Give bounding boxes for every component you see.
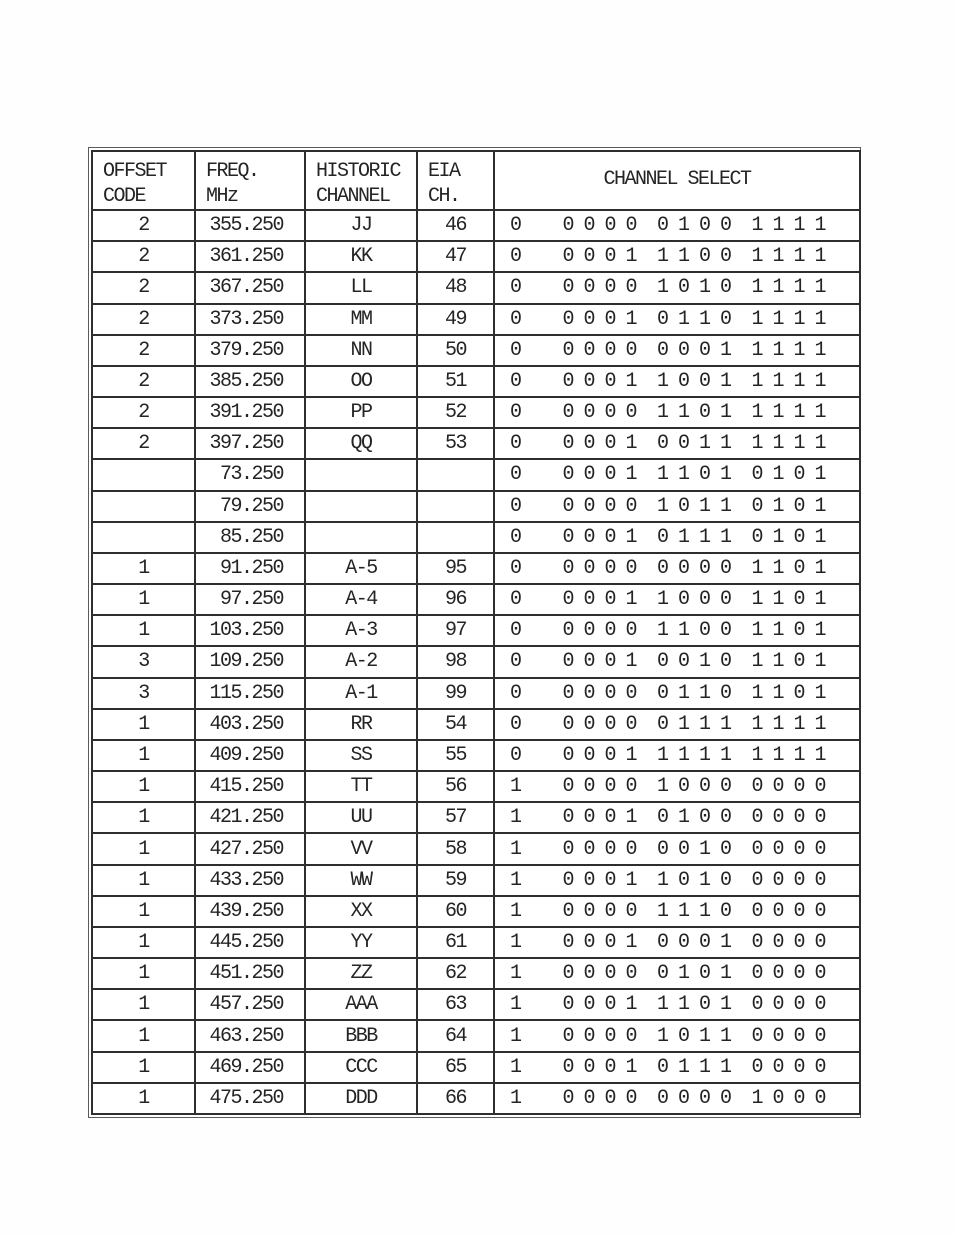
- offset-code-cell: 1: [92, 958, 195, 989]
- freq-mhz-cell: 109.250: [195, 646, 305, 677]
- channel-select-cell: 0 0 0 0 1 0 1 1 0 1 1 1 1: [494, 304, 860, 335]
- eia-ch-cell: 55: [417, 740, 494, 771]
- table-row: [92, 615, 860, 646]
- historic-channel-cell: [305, 491, 417, 522]
- channel-select-cell: 0 0 0 0 0 1 1 0 1 1 1 1 1: [494, 397, 860, 428]
- freq-mhz-cell: 457.250: [195, 989, 305, 1020]
- freq-mhz-cell: 385.250: [195, 366, 305, 397]
- historic-channel-cell: OO: [305, 366, 417, 397]
- offset-code-cell: 3: [92, 646, 195, 677]
- freq-mhz-cell: 355.250: [195, 210, 305, 241]
- freq-mhz-cell: 463.250: [195, 1020, 305, 1051]
- freq-mhz-cell: 415.250: [195, 771, 305, 802]
- channel-select-cell: 1 0 0 0 1 1 0 1 0 0 0 0 0: [494, 865, 860, 896]
- eia-ch-cell: 47: [417, 241, 494, 272]
- eia-ch-cell: 99: [417, 678, 494, 709]
- header-offset-code: [92, 151, 195, 210]
- offset-code-cell: 1: [92, 771, 195, 802]
- channel-select-cell: 1 0 0 0 0 1 0 0 0 0 0 0 0: [494, 771, 860, 802]
- table-row: [92, 397, 860, 428]
- header-line: CHANNEL: [316, 185, 390, 208]
- channel-select-cell: 0 0 0 0 0 0 0 0 0 1 1 0 1: [494, 553, 860, 584]
- historic-channel-cell: NN: [305, 335, 417, 366]
- table-row: [92, 241, 860, 272]
- eia-ch-cell: 56: [417, 771, 494, 802]
- freq-mhz-cell: 445.250: [195, 927, 305, 958]
- offset-code-cell: 3: [92, 678, 195, 709]
- table-row: [92, 584, 860, 615]
- offset-code-cell: [92, 459, 195, 490]
- eia-ch-cell: 97: [417, 615, 494, 646]
- historic-channel-cell: A-4: [305, 584, 417, 615]
- table-row: [92, 896, 860, 927]
- historic-channel-cell: PP: [305, 397, 417, 428]
- freq-mhz-cell: 79.250: [195, 491, 305, 522]
- freq-mhz-cell: 85.250: [195, 522, 305, 553]
- offset-code-cell: 1: [92, 709, 195, 740]
- channel-select-table: [88, 147, 861, 1118]
- historic-channel-cell: LL: [305, 272, 417, 303]
- channel-select-cell: 0 0 0 0 1 1 1 1 1 1 1 1 1: [494, 740, 860, 771]
- channel-select-cell: 0 0 0 0 0 1 0 1 1 0 1 0 1: [494, 491, 860, 522]
- eia-ch-cell: [417, 522, 494, 553]
- eia-ch-cell: 61: [417, 927, 494, 958]
- eia-ch-cell: 65: [417, 1052, 494, 1083]
- table-row: [92, 927, 860, 958]
- channel-select-cell: 1 0 0 0 0 1 1 1 0 0 0 0 0: [494, 896, 860, 927]
- freq-mhz-cell: 115.250: [195, 678, 305, 709]
- freq-mhz-cell: 427.250: [195, 833, 305, 864]
- eia-ch-cell: [417, 491, 494, 522]
- table-row: [92, 740, 860, 771]
- freq-mhz-cell: 469.250: [195, 1052, 305, 1083]
- table-row: [92, 1052, 860, 1083]
- table-header: [92, 151, 860, 210]
- eia-ch-cell: 66: [417, 1083, 494, 1114]
- freq-mhz-cell: 373.250: [195, 304, 305, 335]
- table-row: [92, 771, 860, 802]
- freq-mhz-cell: 397.250: [195, 428, 305, 459]
- table-row: [92, 833, 860, 864]
- offset-code-cell: 1: [92, 1052, 195, 1083]
- freq-mhz-cell: 391.250: [195, 397, 305, 428]
- offset-code-cell: 2: [92, 210, 195, 241]
- historic-channel-cell: YY: [305, 927, 417, 958]
- eia-ch-cell: 54: [417, 709, 494, 740]
- freq-mhz-cell: 103.250: [195, 615, 305, 646]
- freq-mhz-cell: 91.250: [195, 553, 305, 584]
- channel-select-cell: 0 0 0 0 1 0 0 1 0 1 1 0 1: [494, 646, 860, 677]
- eia-ch-cell: 53: [417, 428, 494, 459]
- channel-select-cell: 1 0 0 0 0 0 1 0 1 0 0 0 0: [494, 958, 860, 989]
- channel-select-cell: 1 0 0 0 1 0 1 0 0 0 0 0 0: [494, 802, 860, 833]
- channel-select-cell: 0 0 0 0 1 0 0 1 1 1 1 1 1: [494, 428, 860, 459]
- frequency-table: [91, 150, 861, 1115]
- offset-code-cell: 1: [92, 740, 195, 771]
- historic-channel-cell: UU: [305, 802, 417, 833]
- freq-mhz-cell: 421.250: [195, 802, 305, 833]
- offset-code-cell: [92, 491, 195, 522]
- table-row: [92, 553, 860, 584]
- historic-channel-cell: DDD: [305, 1083, 417, 1114]
- freq-mhz-cell: 73.250: [195, 459, 305, 490]
- header-line: OFFSET: [103, 160, 167, 183]
- header-line: HISTORIC: [316, 160, 401, 183]
- channel-select-cell: 1 0 0 0 1 0 1 1 1 0 0 0 0: [494, 1052, 860, 1083]
- freq-mhz-cell: 97.250: [195, 584, 305, 615]
- offset-code-cell: [92, 522, 195, 553]
- table-row: [92, 491, 860, 522]
- eia-ch-cell: 96: [417, 584, 494, 615]
- table-row: [92, 958, 860, 989]
- historic-channel-cell: WW: [305, 865, 417, 896]
- historic-channel-cell: A-1: [305, 678, 417, 709]
- header-historic-channel: [305, 151, 417, 210]
- header-line: FREQ.: [206, 160, 259, 183]
- table-row: [92, 1020, 860, 1051]
- eia-ch-cell: 58: [417, 833, 494, 864]
- historic-channel-cell: AAA: [305, 989, 417, 1020]
- offset-code-cell: 1: [92, 1020, 195, 1051]
- eia-ch-cell: 98: [417, 646, 494, 677]
- freq-mhz-cell: 403.250: [195, 709, 305, 740]
- freq-mhz-cell: 439.250: [195, 896, 305, 927]
- header-line: EIA: [428, 160, 460, 183]
- historic-channel-cell: A-3: [305, 615, 417, 646]
- header-eia-ch: [417, 151, 494, 210]
- freq-mhz-cell: 379.250: [195, 335, 305, 366]
- offset-code-cell: 1: [92, 833, 195, 864]
- eia-ch-cell: 57: [417, 802, 494, 833]
- freq-mhz-cell: 409.250: [195, 740, 305, 771]
- offset-code-cell: 1: [92, 615, 195, 646]
- historic-channel-cell: XX: [305, 896, 417, 927]
- historic-channel-cell: VV: [305, 833, 417, 864]
- historic-channel-cell: SS: [305, 740, 417, 771]
- historic-channel-cell: BBB: [305, 1020, 417, 1051]
- table-row: [92, 304, 860, 335]
- eia-ch-cell: 48: [417, 272, 494, 303]
- table-row: [92, 335, 860, 366]
- channel-select-cell: 1 0 0 0 0 0 0 0 0 1 0 0 0: [494, 1083, 860, 1114]
- header-line: MHz: [206, 185, 238, 208]
- offset-code-cell: 2: [92, 428, 195, 459]
- eia-ch-cell: 59: [417, 865, 494, 896]
- historic-channel-cell: TT: [305, 771, 417, 802]
- offset-code-cell: 1: [92, 896, 195, 927]
- historic-channel-cell: MM: [305, 304, 417, 335]
- table-row: [92, 802, 860, 833]
- header-freq-mhz: [195, 151, 305, 210]
- table-row: [92, 865, 860, 896]
- offset-code-cell: 1: [92, 927, 195, 958]
- offset-code-cell: 2: [92, 241, 195, 272]
- historic-channel-cell: JJ: [305, 210, 417, 241]
- channel-select-cell: 1 0 0 0 0 0 0 1 0 0 0 0 0: [494, 833, 860, 864]
- offset-code-cell: 1: [92, 989, 195, 1020]
- eia-ch-cell: 64: [417, 1020, 494, 1051]
- channel-select-cell: 1 0 0 0 1 1 1 0 1 0 0 0 0: [494, 989, 860, 1020]
- channel-select-cell: 0 0 0 0 0 0 1 1 0 1 1 0 1: [494, 678, 860, 709]
- historic-channel-cell: CCC: [305, 1052, 417, 1083]
- channel-select-cell: 0 0 0 0 1 1 0 0 0 1 1 0 1: [494, 584, 860, 615]
- table-row: [92, 678, 860, 709]
- channel-select-cell: 0 0 0 0 1 1 1 0 0 1 1 1 1: [494, 241, 860, 272]
- offset-code-cell: 1: [92, 802, 195, 833]
- historic-channel-cell: RR: [305, 709, 417, 740]
- header-row: [92, 151, 860, 210]
- historic-channel-cell: [305, 459, 417, 490]
- table-row: [92, 428, 860, 459]
- eia-ch-cell: 49: [417, 304, 494, 335]
- table-row: [92, 989, 860, 1020]
- freq-mhz-cell: 475.250: [195, 1083, 305, 1114]
- historic-channel-cell: QQ: [305, 428, 417, 459]
- table-row: [92, 459, 860, 490]
- channel-select-cell: 0 0 0 0 1 0 1 1 1 0 1 0 1: [494, 522, 860, 553]
- historic-channel-cell: ZZ: [305, 958, 417, 989]
- table-row: [92, 366, 860, 397]
- table-row: [92, 272, 860, 303]
- table-row: [92, 522, 860, 553]
- channel-select-cell: 1 0 0 0 1 0 0 0 1 0 0 0 0: [494, 927, 860, 958]
- eia-ch-cell: 60: [417, 896, 494, 927]
- historic-channel-cell: A-5: [305, 553, 417, 584]
- eia-ch-cell: 46: [417, 210, 494, 241]
- header-channel-select: CHANNEL SELECT: [494, 151, 860, 210]
- eia-ch-cell: 52: [417, 397, 494, 428]
- historic-channel-cell: [305, 522, 417, 553]
- channel-select-cell: 0 0 0 0 1 1 0 0 1 1 1 1 1: [494, 366, 860, 397]
- offset-code-cell: 2: [92, 335, 195, 366]
- historic-channel-cell: A-2: [305, 646, 417, 677]
- eia-ch-cell: 51: [417, 366, 494, 397]
- table-row: [92, 210, 860, 241]
- header-line: CH.: [428, 185, 460, 208]
- table-row: [92, 709, 860, 740]
- eia-ch-cell: [417, 459, 494, 490]
- channel-select-cell: 0 0 0 0 1 1 1 0 1 0 1 0 1: [494, 459, 860, 490]
- table-body: [92, 210, 860, 1114]
- offset-code-cell: 1: [92, 1083, 195, 1114]
- channel-select-cell: 0 0 0 0 0 0 1 1 1 1 1 1 1: [494, 709, 860, 740]
- eia-ch-cell: 63: [417, 989, 494, 1020]
- eia-ch-cell: 62: [417, 958, 494, 989]
- offset-code-cell: 1: [92, 553, 195, 584]
- eia-ch-cell: 50: [417, 335, 494, 366]
- table-row: [92, 1083, 860, 1114]
- table-row: [92, 646, 860, 677]
- offset-code-cell: 2: [92, 397, 195, 428]
- offset-code-cell: 1: [92, 865, 195, 896]
- channel-select-cell: 0 0 0 0 0 0 0 0 1 1 1 1 1: [494, 335, 860, 366]
- freq-mhz-cell: 451.250: [195, 958, 305, 989]
- header-line: CODE: [103, 185, 146, 208]
- channel-select-cell: 0 0 0 0 0 1 0 1 0 1 1 1 1: [494, 272, 860, 303]
- freq-mhz-cell: 361.250: [195, 241, 305, 272]
- offset-code-cell: 2: [92, 366, 195, 397]
- offset-code-cell: 2: [92, 272, 195, 303]
- channel-select-cell: 0 0 0 0 0 0 1 0 0 1 1 1 1: [494, 210, 860, 241]
- channel-select-cell: 0 0 0 0 0 1 1 0 0 1 1 0 1: [494, 615, 860, 646]
- freq-mhz-cell: 367.250: [195, 272, 305, 303]
- freq-mhz-cell: 433.250: [195, 865, 305, 896]
- channel-select-cell: 1 0 0 0 0 1 0 1 1 0 0 0 0: [494, 1020, 860, 1051]
- offset-code-cell: 1: [92, 584, 195, 615]
- eia-ch-cell: 95: [417, 553, 494, 584]
- historic-channel-cell: KK: [305, 241, 417, 272]
- offset-code-cell: 2: [92, 304, 195, 335]
